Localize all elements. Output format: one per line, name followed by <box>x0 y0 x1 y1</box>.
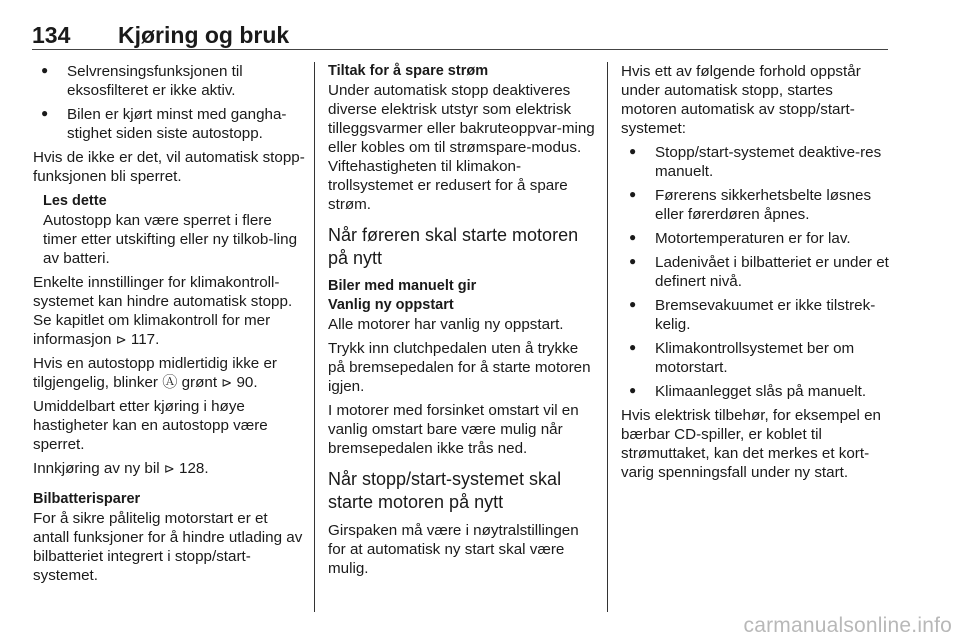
paragraph-text: Hvis en autostopp midlertidig ikke er tilgjengelig, blinker <box>33 355 277 391</box>
section-heading: Når føreren skal starte motoren på nytt <box>328 225 579 268</box>
note-box <box>33 192 306 268</box>
list-item: ● Klimaanlegget slås på manuelt. <box>621 382 891 401</box>
column-2 <box>328 62 596 583</box>
paragraph: Girspaken må være i nøytralstillingen for at automatisk ny start skal være mulig. <box>328 522 579 577</box>
paragraph: Trykk inn clutchpedalen uten å trykke på bremsepedalen for å starte motoren igjen. <box>328 340 591 395</box>
reference-arrow-icon: ⊳ <box>221 375 233 390</box>
column-divider-2 <box>607 62 608 612</box>
sub-heading: Biler med manuelt gir <box>328 278 477 294</box>
note-text: Autostopp kan være sperret i flere timer etter utskifting eller ny tilkob-ling av batteri. <box>43 212 298 267</box>
paragraph: For å sikre pålitelig motorstart er et antall funksjoner for å hindre utlading av bilbatteriet integrert i stopp/start-systemet. <box>33 510 303 584</box>
paragraph: Under automatisk stopp deaktiveres diverse elektrisk utstyr som elektrisk tilleggsvarmer eller bakruteoppvar-ming eller kobles om til strømspare-modus. Viftehastigheten til klimakon-trollsystemet er redusert for å spare strøm. <box>328 82 595 213</box>
page-title: Kjøring og bruk <box>118 22 290 48</box>
paragraph-text: grønt <box>181 374 218 391</box>
list-item: ● Bremsevakuumet er ikke tilstrek-kelig. <box>621 296 891 334</box>
sub-heading: Tiltak for å spare strøm <box>328 63 489 79</box>
list-item: ● Motortemperaturen er for lav. <box>621 229 891 248</box>
paragraph: Umiddelbart etter kjøring i høye hastigheter kan en autostopp være sperret. <box>33 398 268 453</box>
page-reference-link[interactable]: 90. <box>236 374 258 391</box>
page-header <box>32 22 892 52</box>
paragraph-text: Innkjøring av ny bil <box>33 460 160 477</box>
list-item: ● Klimakontrollsystemet ber om motorstart. <box>621 339 891 377</box>
sub-heading: Bilbatterisparer <box>33 491 141 507</box>
paragraph: I motorer med forsinket omstart vil en vanlig omstart bare være mulig når bremsepedalen ikke trås ned. <box>328 402 579 457</box>
paragraph: Hvis elektrisk tilbehør, for eksempel en bærbar CD-spiller, er koblet til strømuttaket, kan det merkes et kort-varig spenningsfall under ny start. <box>621 407 881 481</box>
page-number: 134 <box>32 22 71 48</box>
paragraph <box>33 459 306 478</box>
list-item: ● Førerens sikkerhetsbelte løsnes eller førerdøren åpnes. <box>621 186 891 224</box>
paragraph-text: Enkelte innstillinger for klimakontroll-systemet kan hindre automatisk stopp. Se kapitlet om klimakontroll for mer informasjon <box>33 274 293 348</box>
sub-heading: Vanlig ny oppstart <box>328 297 454 313</box>
paragraph: Alle motorer har vanlig ny oppstart. <box>328 316 564 333</box>
page-reference-link[interactable]: 128. <box>179 460 209 477</box>
list-item: ● Stopp/start-systemet deaktive-res manuelt. <box>621 143 891 181</box>
reference-arrow-icon: ⊳ <box>115 332 127 347</box>
column-divider-1 <box>314 62 315 612</box>
column-1 <box>33 62 306 590</box>
paragraph <box>33 354 306 392</box>
paragraph: Hvis de ikke er det, vil automatisk stopp-funksjonen bli sperret. <box>33 149 305 185</box>
list-item: ● Ladenivået i bilbatteriet er under et definert nivå. <box>621 253 891 291</box>
autostop-indicator-icon: Ⓐ <box>162 374 178 391</box>
list-item: ● Selvrensingsfunksjonen til eksosfilteret er ikke aktiv. <box>33 62 306 100</box>
note-title: Les dette <box>43 193 107 209</box>
list-item: ● Bilen er kjørt minst med gangha-stighet siden siste autostopp. <box>33 105 306 143</box>
reference-arrow-icon: ⊳ <box>163 461 175 476</box>
page-reference-link[interactable]: 117. <box>130 331 160 348</box>
watermark: carmanualsonline.info <box>743 614 952 637</box>
paragraph: Hvis ett av følgende forhold oppstår under automatisk stopp, startes motoren automatisk av stopp/start-systemet: <box>621 63 861 137</box>
header-divider <box>32 49 888 50</box>
section-heading: Når stopp/start-systemet skal starte motoren på nytt <box>328 469 562 512</box>
column-3 <box>621 62 891 487</box>
paragraph <box>33 273 306 349</box>
